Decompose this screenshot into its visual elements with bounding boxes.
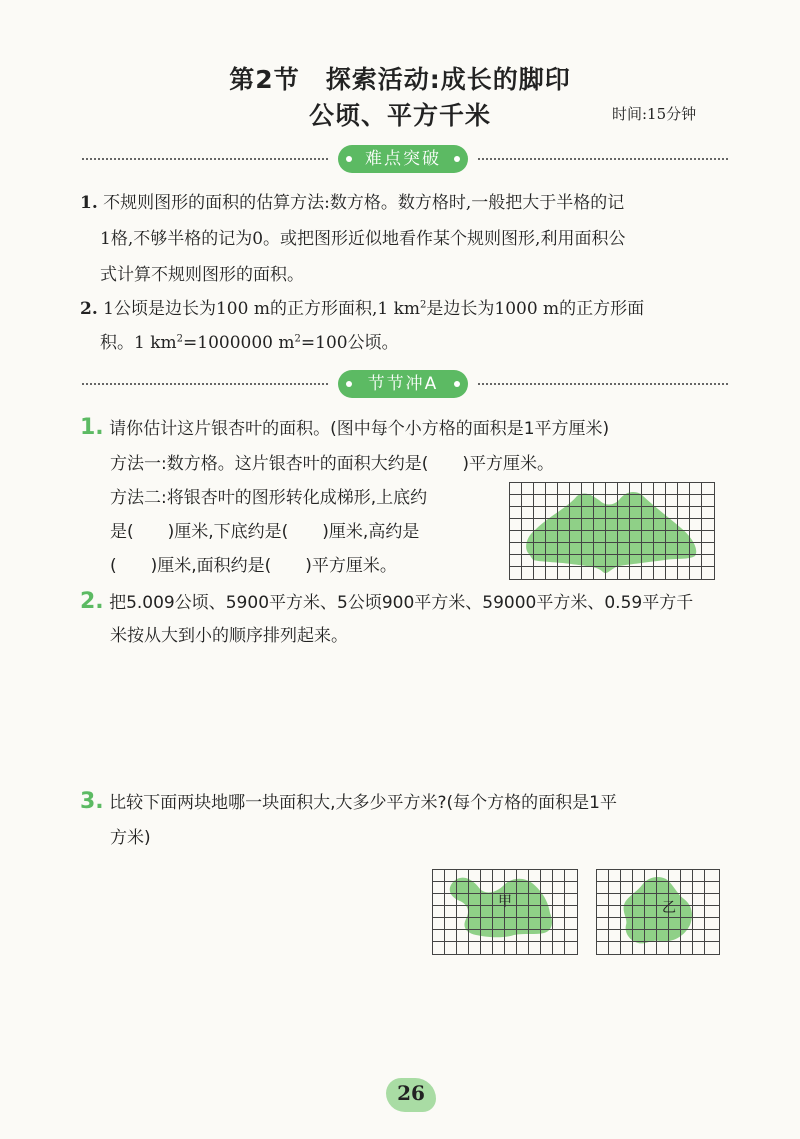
- question-3-line-2: 方米): [110, 828, 151, 848]
- point-2-line-1: 2. 1公顷是边长为100 m的正方形面积,1 $km^2$是边长为1000 m的正方形面: [80, 299, 645, 319]
- badge-difficult-points: 难点突破: [338, 145, 468, 173]
- time-limit: 时间:15分钟: [612, 105, 697, 123]
- question-1-method-2-line-2: 是( )厘米,下底约是( )厘米,高约是: [110, 522, 420, 542]
- question-2-line-1: 2. 把5.009公顷、5900平方米、5公顷900平方米、59000平方米、0.59平方千: [80, 589, 694, 614]
- divider-right-2: [478, 383, 728, 385]
- divider-right: [478, 158, 728, 160]
- section-title: 第2节 探索活动:成长的脚印: [229, 65, 571, 94]
- question-1-method-1: 方法一:数方格。这片银杏叶的面积大约是( )平方厘米。: [110, 454, 554, 474]
- point-1-line-1: 1. 不规则图形的面积的估算方法:数方格。数方格时,一般把大于半格的记: [80, 193, 625, 213]
- plot-a-label: 甲: [498, 894, 512, 910]
- point-1-line-3: 式计算不规则图形的面积。: [100, 265, 304, 285]
- question-1-line-1: 1. 请你估计这片银杏叶的面积。(图中每个小方格的面积是1平方厘米): [80, 415, 610, 440]
- lesson-title: 公顷、平方千米: [308, 101, 491, 130]
- question-1-method-2-line-1: 方法二:将银杏叶的图形转化成梯形,上底约: [110, 488, 428, 508]
- divider-left-2: [82, 383, 328, 385]
- plot-b-label: 乙: [662, 900, 676, 916]
- plot-b-grid: [596, 869, 720, 955]
- point-1-line-2: 1格,不够半格的记为0。或把图形近似地看作某个规则图形,利用面积公: [100, 229, 626, 249]
- point-2-line-2: 积。1 $km^2=1000000$ $m^2=100$公顷。: [100, 333, 399, 353]
- question-1-method-2-line-3: ( )厘米,面积约是( )平方厘米。: [110, 556, 397, 576]
- badge-practice-a: 节节冲A: [338, 370, 468, 398]
- question-3-line-1: 3. 比较下面两块地哪一块面积大,大多少平方米?(每个方格的面积是1平: [80, 789, 617, 814]
- ginkgo-leaf-grid: [509, 482, 715, 580]
- question-2-line-2: 米按从大到小的顺序排列起来。: [110, 626, 348, 646]
- page-number: 26: [397, 1081, 425, 1105]
- ginkgo-leaf-shape: [526, 492, 696, 573]
- divider-left: [82, 158, 328, 160]
- plot-a-grid: [432, 869, 578, 955]
- plot-b-shape: [624, 877, 692, 943]
